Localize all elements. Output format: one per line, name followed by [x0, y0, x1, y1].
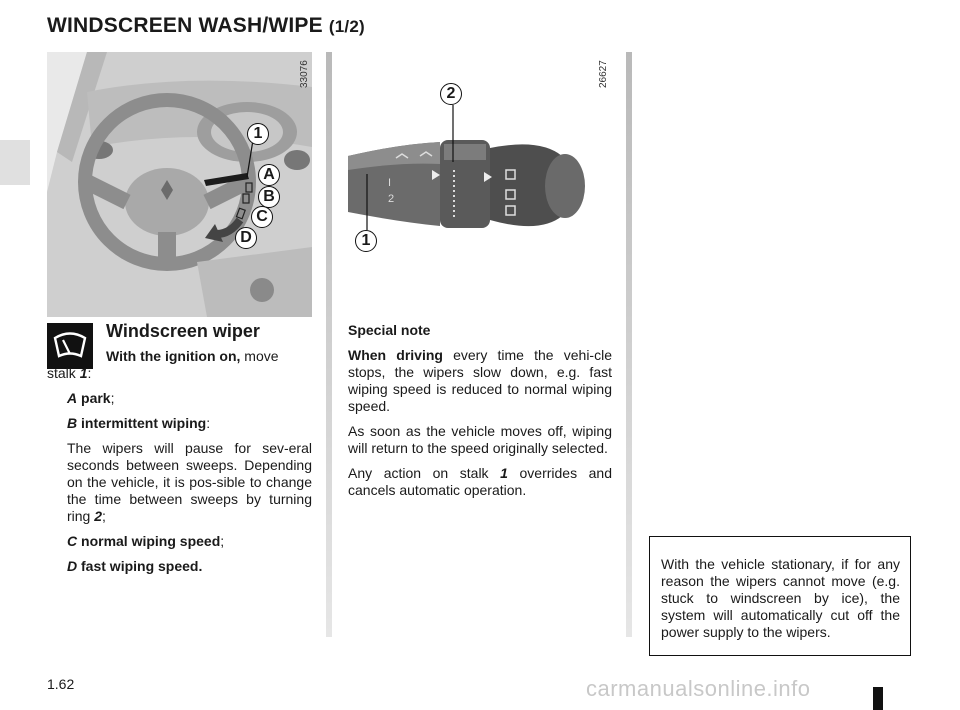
special-note-para1: [348, 347, 612, 415]
wiper-intro-line: [47, 348, 312, 365]
warning-note-box: [649, 536, 911, 656]
wiper-section-heading: Windscreen wiper: [106, 321, 260, 341]
para3-text-end: overrides and cancels automatic operation.: [348, 465, 612, 498]
option-letter: A: [67, 390, 78, 406]
wiper-option-b-description: [67, 440, 312, 525]
wiper-intro-stalk-text: stalk: [47, 365, 80, 381]
page-title-part: (1/2): [328, 17, 365, 36]
callout-position-d: D: [235, 227, 257, 249]
description-end: ;: [102, 508, 106, 524]
callout-stalk-1-closeup: 1: [355, 230, 377, 252]
special-note-bold: When driving: [348, 347, 443, 363]
stalk-illustration: [340, 52, 616, 317]
wiper-intro-bold: With the ignition on,: [106, 348, 241, 364]
warning-note-text: With the vehicle stationary, if for any reason the wipers cannot move (e.g. stuck to windscreen by ice), the system will automatically cut off the power supply to the wipers.: [661, 556, 900, 640]
option-letter: C: [67, 533, 78, 549]
column-divider-right: [626, 52, 632, 637]
option-label: normal wiping speed: [81, 533, 221, 549]
description-text: The wipers will pause for sev-eral seconds between sweeps. Depending on the vehicle, it is pos-sible to change the time between sweeps by turning ring: [67, 440, 312, 524]
option-end: ;: [220, 533, 225, 549]
wiper-option-d: [67, 558, 312, 575]
description-ring-number: 2: [94, 508, 103, 524]
special-note-para2: As soon as the vehicle moves off, wiping will return to the speed originally selected.: [348, 423, 612, 456]
callout-ring-2: 2: [440, 83, 462, 105]
special-note-para3: [348, 465, 612, 499]
special-note-section: [348, 322, 612, 507]
option-label: intermittent wiping: [81, 415, 207, 431]
wiper-intro-rest: move: [240, 348, 279, 364]
callout-position-b: B: [258, 186, 280, 208]
corner-mark: [873, 687, 883, 710]
callout-position-c: C: [251, 206, 273, 228]
page-number: 1.62: [47, 676, 75, 692]
wiper-intro-stalk-number: 1: [79, 365, 88, 381]
svg-text:2: 2: [388, 193, 395, 205]
callout-stalk-1: 1: [247, 123, 269, 145]
stalk-closeup-figure: [340, 52, 616, 317]
wiper-section-body: [47, 348, 312, 583]
wiper-option-a: [67, 390, 312, 407]
page-title: [47, 14, 365, 38]
svg-text:I: I: [388, 177, 392, 189]
special-note-heading: Special note: [348, 322, 431, 338]
special-note-para1-text: every time the vehi-cle stops, the wipers slow down, e.g. fast wiping speed is reduced to normal wiping speed.: [348, 347, 612, 414]
left-figure-ref: 33076: [299, 60, 310, 88]
option-end: ;: [110, 390, 115, 406]
wiper-intro-line2: [47, 365, 312, 382]
wiper-options: [47, 390, 312, 575]
right-figure-ref: 26627: [598, 60, 609, 88]
option-label: park: [81, 390, 111, 406]
callout-position-a: A: [258, 164, 280, 186]
option-label: fast wiping speed.: [81, 558, 203, 574]
wiper-option-c: [67, 533, 312, 550]
wiper-option-b: [67, 415, 312, 432]
page-title-main: WINDSCREEN WASH/WIPE: [47, 14, 323, 37]
section-tab-marker: [0, 140, 30, 185]
wiper-intro-colon: :: [87, 365, 92, 381]
watermark: carmanualsonline.info: [586, 676, 811, 701]
para3-text: Any action on stalk: [348, 465, 501, 481]
option-letter: D: [67, 558, 78, 574]
para3-stalk-number: 1: [500, 465, 508, 481]
option-end: :: [206, 415, 211, 431]
column-divider-left: [326, 52, 332, 637]
option-letter: B: [67, 415, 78, 431]
dashboard-wiper-figure: [47, 52, 312, 317]
